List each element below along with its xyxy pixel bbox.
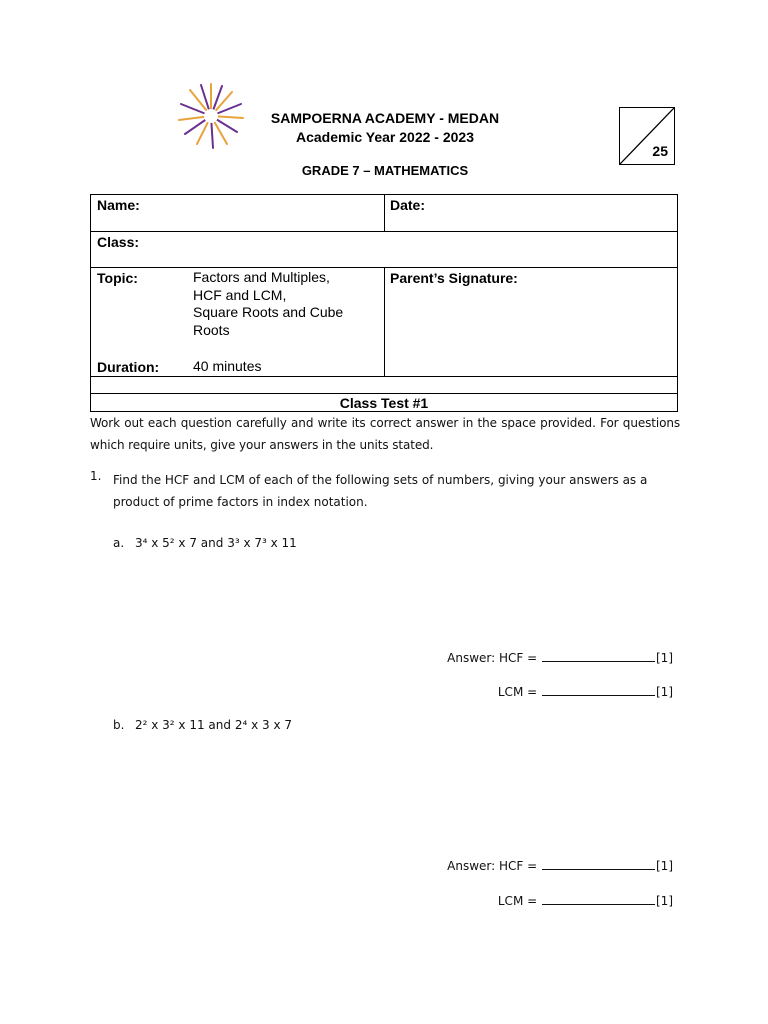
- table-divider: [91, 393, 677, 394]
- hcf-answer-line: [447, 857, 673, 873]
- question-text: Find the HCF and LCM of each of the following sets of numbers, giving your answers as a product of prime factors in index notation.: [113, 473, 648, 509]
- mark: [1]: [656, 894, 673, 908]
- table-divider: [91, 376, 677, 377]
- question-number: 1.: [90, 469, 102, 483]
- student-info-table: [90, 194, 678, 412]
- test-title: Class Test #1: [339, 395, 429, 411]
- duration-value: 40 minutes: [193, 358, 262, 374]
- mark: [1]: [656, 859, 673, 873]
- duration-label: Duration:: [97, 359, 160, 375]
- parent-signature-label: Parent’s Signature:: [390, 270, 518, 286]
- lcm-label: LCM =: [497, 685, 538, 699]
- topic-line: HCF and LCM,: [193, 286, 287, 303]
- part-letter: a.: [113, 536, 125, 550]
- hcf-label: Answer: HCF =: [447, 651, 538, 665]
- hcf-answer-line: [447, 649, 673, 665]
- table-divider: [384, 195, 385, 231]
- lcm-answer-line: [498, 683, 673, 699]
- table-divider: [91, 231, 677, 232]
- topic-value: [193, 269, 343, 339]
- part-expression: 3⁴ x 5² x 7 and 3³ x 7³ x 11: [135, 536, 297, 550]
- class-label: Class:: [97, 234, 140, 250]
- topic-line: Factors and Multiples,: [193, 269, 330, 285]
- part-expression: 2² x 3² x 11 and 2⁴ x 3 x 7: [135, 718, 293, 732]
- topic-line: Roots: [193, 321, 230, 338]
- table-divider: [384, 267, 385, 376]
- hcf-answer-blank[interactable]: [542, 649, 655, 662]
- school-name: SAMPOERNA ACADEMY - MEDAN: [270, 110, 500, 126]
- mark: [1]: [656, 685, 673, 699]
- lcm-label: LCM =: [497, 894, 538, 908]
- lcm-answer-blank[interactable]: [542, 892, 655, 905]
- topic-line: Square Roots and Cube: [193, 304, 344, 320]
- grade-subject: GRADE 7 – MATHEMATICS: [301, 163, 469, 178]
- total-marks: 25: [652, 143, 668, 159]
- lcm-answer-blank[interactable]: [542, 683, 655, 696]
- date-label: Date:: [390, 197, 426, 213]
- instructions: Work out each question carefully and write its correct answer in the space provided. For questions which require units, give your answers in the units stated.: [90, 416, 680, 452]
- topic-label: Topic:: [97, 270, 138, 286]
- score-box: [619, 107, 675, 165]
- academic-year: Academic Year 2022 - 2023: [296, 129, 474, 145]
- mark: [1]: [656, 651, 673, 665]
- name-label: Name:: [97, 197, 140, 213]
- part-letter: b.: [113, 718, 125, 732]
- lcm-answer-line: [498, 892, 673, 908]
- hcf-answer-blank[interactable]: [542, 857, 655, 870]
- hcf-label: Answer: HCF =: [447, 859, 538, 873]
